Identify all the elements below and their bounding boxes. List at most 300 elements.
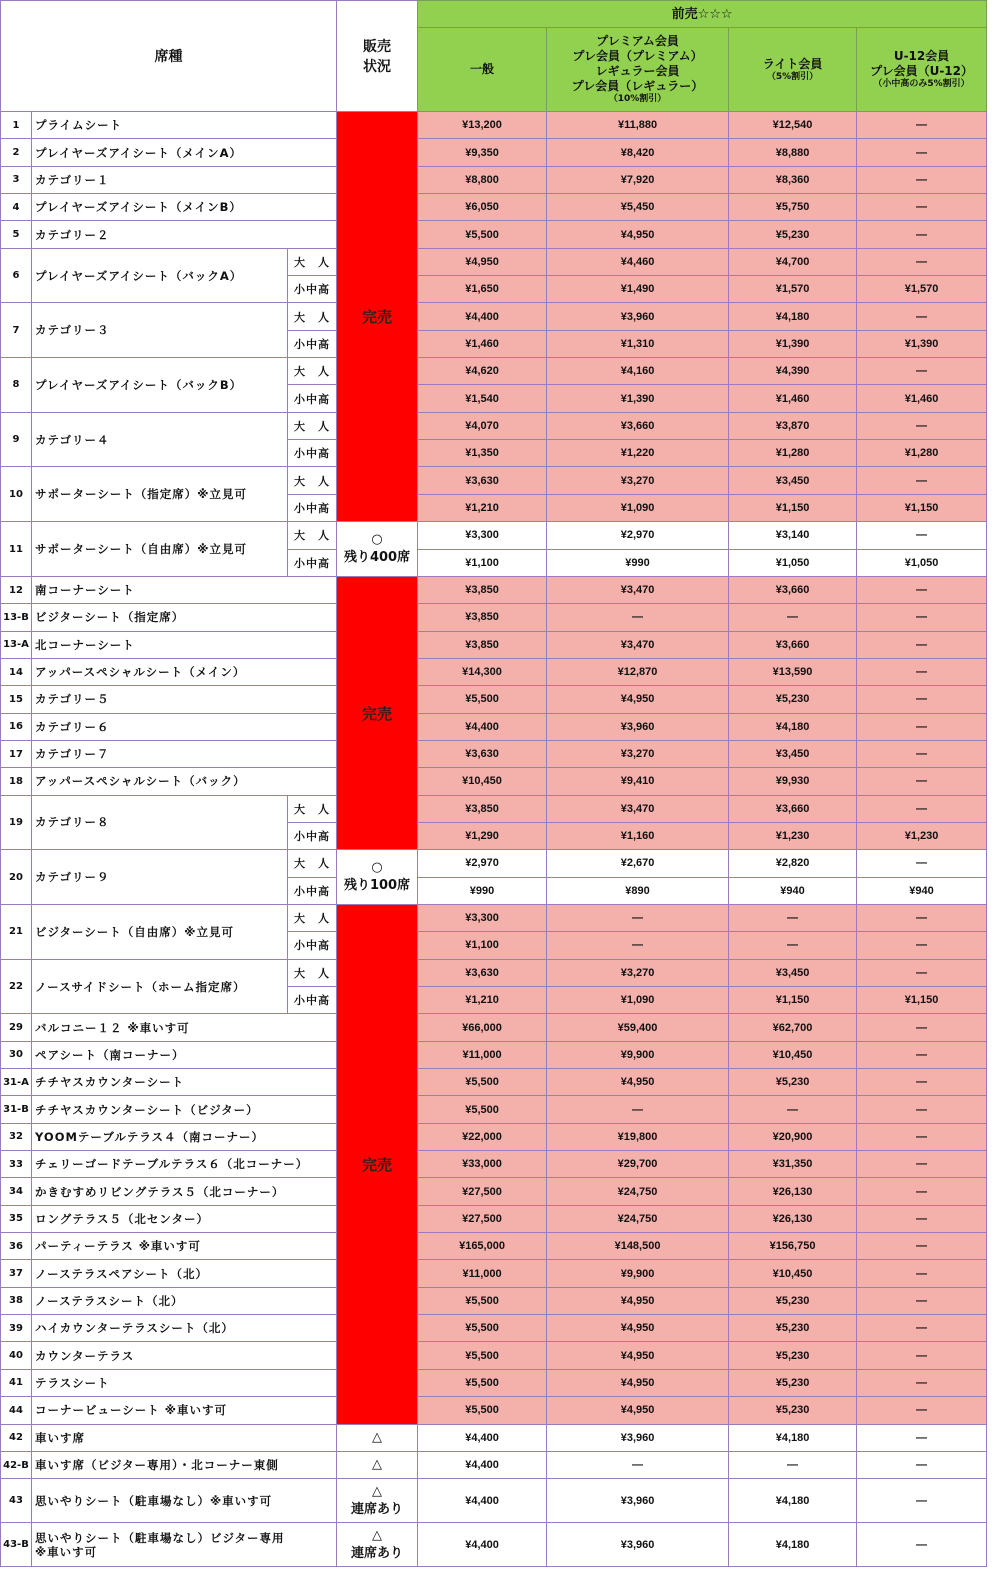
price-cell: ¥4,400 (418, 1479, 547, 1523)
price-cell: ¥27,500 (418, 1205, 547, 1232)
price-cell: — (857, 194, 987, 221)
price-cell: ¥4,950 (547, 1069, 729, 1096)
price-cell: ¥5,230 (729, 1369, 857, 1396)
status-sold-out: 完売 (337, 576, 418, 849)
price-cell: ¥4,400 (418, 713, 547, 740)
price-cell: — (857, 1151, 987, 1178)
seat-number: 15 (1, 686, 32, 713)
table-row (1, 850, 987, 877)
price-cell: ¥1,540 (418, 385, 547, 412)
price-cell: ¥13,200 (418, 112, 547, 139)
price-cell: ¥3,140 (729, 522, 857, 549)
price-cell: ¥3,850 (418, 604, 547, 631)
table-row (1, 1123, 987, 1150)
price-cell: — (857, 850, 987, 877)
price-cell: — (857, 1233, 987, 1260)
seat-number: 5 (1, 221, 32, 248)
price-cell: ¥8,420 (547, 139, 729, 166)
price-cell: — (857, 740, 987, 767)
seat-name: 思いやりシート（駐車場なし）※車いす可 (32, 1479, 337, 1523)
table-row (1, 358, 987, 385)
table-row (1, 1014, 987, 1041)
table-row (1, 740, 987, 767)
table-row (1, 904, 987, 931)
table-row (1, 467, 987, 494)
seat-number: 30 (1, 1041, 32, 1068)
price-cell: ¥2,670 (547, 850, 729, 877)
price-cell: ¥7,920 (547, 166, 729, 193)
price-cell: ¥990 (418, 877, 547, 904)
child-label: 小中高 (288, 549, 337, 576)
price-cell: ¥24,750 (547, 1178, 729, 1205)
price-cell: ¥19,800 (547, 1123, 729, 1150)
price-cell: ¥4,620 (418, 358, 547, 385)
price-cell: ¥940 (729, 877, 857, 904)
table-row (1, 194, 987, 221)
price-cell: ¥3,270 (547, 467, 729, 494)
table-row (1, 1342, 987, 1369)
seat-number: 41 (1, 1369, 32, 1396)
seat-name: かきむすめリビングテラス５（北コーナー） (32, 1178, 337, 1205)
seat-number: 36 (1, 1233, 32, 1260)
price-cell: — (857, 1523, 987, 1567)
price-cell: ¥5,450 (547, 194, 729, 221)
child-label: 小中高 (288, 276, 337, 303)
seat-name: プレイヤーズアイシート（バックB） (32, 358, 288, 413)
price-cell: — (857, 1205, 987, 1232)
seat-name: カテゴリー８ (32, 795, 288, 850)
seat-number: 13-A (1, 631, 32, 658)
seat-name: アッパースペシャルシート（バック） (32, 768, 337, 795)
price-cell: ¥1,290 (418, 822, 547, 849)
seat-number: 13-B (1, 604, 32, 631)
price-cell: ¥8,800 (418, 166, 547, 193)
price-cell: — (857, 768, 987, 795)
price-cell: ¥1,210 (418, 987, 547, 1014)
seat-number: 4 (1, 194, 32, 221)
seat-name: ロングテラス５（北センター） (32, 1205, 337, 1232)
price-cell: ¥5,230 (729, 1287, 857, 1314)
price-cell: — (857, 1260, 987, 1287)
price-cell: ¥11,880 (547, 112, 729, 139)
price-cell: ¥3,270 (547, 740, 729, 767)
price-cell: ¥20,900 (729, 1123, 857, 1150)
price-cell: ¥26,130 (729, 1205, 857, 1232)
seat-name: 思いやりシート（駐車場なし）ビジター専用 ※車いす可 (32, 1523, 337, 1567)
status-sold-out: 完売 (337, 904, 418, 1424)
table-row (1, 139, 987, 166)
seat-number: 42-B (1, 1451, 32, 1478)
price-cell: — (857, 112, 987, 139)
price-cell: — (857, 1315, 987, 1342)
price-cell: ¥5,230 (729, 1315, 857, 1342)
price-cell: ¥4,400 (418, 303, 547, 330)
seat-name: カテゴリー４ (32, 412, 288, 467)
price-cell: ¥33,000 (418, 1151, 547, 1178)
price-cell: ¥1,150 (857, 987, 987, 1014)
price-cell: ¥1,220 (547, 440, 729, 467)
price-cell: ¥8,360 (729, 166, 857, 193)
seat-number: 43 (1, 1479, 32, 1523)
price-cell: ¥1,650 (418, 276, 547, 303)
price-cell: ¥4,950 (547, 1315, 729, 1342)
price-cell: ¥890 (547, 877, 729, 904)
seat-number: 40 (1, 1342, 32, 1369)
price-cell: — (857, 795, 987, 822)
price-cell: ¥3,270 (547, 959, 729, 986)
price-cell: ¥1,100 (418, 932, 547, 959)
status-few-left: △ 連席あり (337, 1523, 418, 1567)
price-cell: ¥1,460 (857, 385, 987, 412)
price-cell: ¥5,500 (418, 221, 547, 248)
price-cell: ¥3,960 (547, 713, 729, 740)
seat-number: 31-B (1, 1096, 32, 1123)
table-row (1, 248, 987, 275)
table-row (1, 713, 987, 740)
price-cell: ¥2,970 (547, 522, 729, 549)
price-cell: ¥1,150 (857, 494, 987, 521)
price-cell: ¥10,450 (418, 768, 547, 795)
table-row (1, 112, 987, 139)
price-cell: ¥3,960 (547, 1424, 729, 1451)
adult-label: 大 人 (288, 303, 337, 330)
price-cell: ¥9,350 (418, 139, 547, 166)
price-cell: ¥4,950 (547, 1287, 729, 1314)
price-cell: ¥1,460 (729, 385, 857, 412)
table-row (1, 631, 987, 658)
price-cell: ¥1,050 (729, 549, 857, 576)
price-cell: — (857, 1479, 987, 1523)
price-cell: — (857, 658, 987, 685)
price-cell: — (857, 1369, 987, 1396)
seat-number: 34 (1, 1178, 32, 1205)
seat-number: 1 (1, 112, 32, 139)
seat-name: カテゴリー２ (32, 221, 337, 248)
price-cell: ¥3,960 (547, 1523, 729, 1567)
seat-number: 22 (1, 959, 32, 1014)
price-cell: ¥9,930 (729, 768, 857, 795)
adult-label: 大 人 (288, 248, 337, 275)
seat-type-header: 席種 (1, 1, 337, 112)
adult-label: 大 人 (288, 795, 337, 822)
price-cell: ¥156,750 (729, 1233, 857, 1260)
price-cell: — (857, 1287, 987, 1314)
table-row (1, 1287, 987, 1314)
price-cell: ¥26,130 (729, 1178, 857, 1205)
table-row (1, 221, 987, 248)
seat-name: カテゴリー３ (32, 303, 288, 358)
price-cell: ¥3,450 (729, 959, 857, 986)
child-label: 小中高 (288, 877, 337, 904)
adult-label: 大 人 (288, 522, 337, 549)
price-cell: ¥1,150 (729, 494, 857, 521)
adult-label: 大 人 (288, 850, 337, 877)
price-cell: — (547, 1096, 729, 1123)
price-cell: ¥5,230 (729, 1342, 857, 1369)
price-cell: — (857, 631, 987, 658)
seat-number: 21 (1, 904, 32, 959)
seat-number: 35 (1, 1205, 32, 1232)
price-cell: ¥3,850 (418, 576, 547, 603)
table-row (1, 522, 987, 549)
table-row (1, 1479, 987, 1523)
price-cell: — (857, 1178, 987, 1205)
seat-name: サポーターシート（自由席）※立見可 (32, 522, 288, 577)
price-cell: ¥1,390 (729, 330, 857, 357)
status-available: ○ 残り400席 (337, 522, 418, 577)
price-cell: — (857, 686, 987, 713)
price-cell: ¥5,230 (729, 221, 857, 248)
price-cell: — (857, 1014, 987, 1041)
col-general-header: 一般 (418, 28, 547, 112)
price-cell: — (857, 959, 987, 986)
status-few-left: △ 連席あり (337, 1479, 418, 1523)
price-cell: ¥3,450 (729, 740, 857, 767)
seat-name: プレイヤーズアイシート（メインB） (32, 194, 337, 221)
price-cell: ¥4,950 (418, 248, 547, 275)
seat-name: チェリーゴードテーブルテラス６（北コーナー） (32, 1151, 337, 1178)
price-cell: — (857, 1096, 987, 1123)
seat-name: 南コーナーシート (32, 576, 337, 603)
price-cell: ¥22,000 (418, 1123, 547, 1150)
seat-name: 車いす席 (32, 1424, 337, 1451)
seat-number: 37 (1, 1260, 32, 1287)
seat-number: 14 (1, 658, 32, 685)
price-cell: ¥990 (547, 549, 729, 576)
seat-name: ペアシート（南コーナー） (32, 1041, 337, 1068)
price-cell: — (857, 522, 987, 549)
price-cell: ¥24,750 (547, 1205, 729, 1232)
price-cell: ¥4,700 (729, 248, 857, 275)
price-cell: ¥3,300 (418, 904, 547, 931)
table-row (1, 1041, 987, 1068)
table-row (1, 959, 987, 986)
status-few-left: △ (337, 1451, 418, 1478)
price-cell: ¥29,700 (547, 1151, 729, 1178)
seat-number: 12 (1, 576, 32, 603)
price-cell: ¥5,500 (418, 1096, 547, 1123)
price-cell: — (857, 248, 987, 275)
status-few-left: △ (337, 1424, 418, 1451)
seat-number: 32 (1, 1123, 32, 1150)
price-cell: ¥3,300 (418, 522, 547, 549)
price-cell: — (857, 932, 987, 959)
price-cell: ¥3,470 (547, 795, 729, 822)
seat-name: カウンターテラス (32, 1342, 337, 1369)
price-cell: ¥5,230 (729, 1069, 857, 1096)
price-cell: ¥10,450 (729, 1260, 857, 1287)
price-cell: ¥3,630 (418, 959, 547, 986)
table-row (1, 1151, 987, 1178)
adult-label: 大 人 (288, 904, 337, 931)
seat-number: 9 (1, 412, 32, 467)
seat-number: 10 (1, 467, 32, 522)
price-cell: ¥5,500 (418, 1369, 547, 1396)
price-cell: ¥9,900 (547, 1041, 729, 1068)
child-label: 小中高 (288, 330, 337, 357)
seat-name: 北コーナーシート (32, 631, 337, 658)
price-cell: — (857, 904, 987, 931)
price-cell: ¥27,500 (418, 1178, 547, 1205)
seat-number: 42 (1, 1424, 32, 1451)
price-cell: ¥4,460 (547, 248, 729, 275)
price-cell: ¥10,450 (729, 1041, 857, 1068)
price-cell: ¥5,500 (418, 1069, 547, 1096)
price-cell: — (857, 467, 987, 494)
seat-number: 44 (1, 1397, 32, 1424)
table-row (1, 412, 987, 439)
seat-name: ノーステラスシート（北） (32, 1287, 337, 1314)
seat-name: プレイヤーズアイシート（メインA） (32, 139, 337, 166)
price-cell: — (857, 576, 987, 603)
price-cell: ¥3,960 (547, 1479, 729, 1523)
price-cell: — (857, 1397, 987, 1424)
table-row (1, 1315, 987, 1342)
seat-number: 2 (1, 139, 32, 166)
price-cell: ¥1,390 (547, 385, 729, 412)
price-cell: — (547, 904, 729, 931)
seat-number: 39 (1, 1315, 32, 1342)
price-cell: ¥5,750 (729, 194, 857, 221)
price-cell: ¥1,390 (857, 330, 987, 357)
table-row (1, 576, 987, 603)
price-cell: ¥1,210 (418, 494, 547, 521)
price-cell: ¥4,390 (729, 358, 857, 385)
seat-number: 38 (1, 1287, 32, 1314)
price-cell: ¥4,180 (729, 303, 857, 330)
price-cell: — (729, 604, 857, 631)
price-cell: ¥13,590 (729, 658, 857, 685)
seat-number: 7 (1, 303, 32, 358)
seat-name: バルコニー１２ ※車いす可 (32, 1014, 337, 1041)
seat-name: コーナービューシート ※車いす可 (32, 1397, 337, 1424)
table-row (1, 658, 987, 685)
seat-number: 29 (1, 1014, 32, 1041)
status-available: ○ 残り100席 (337, 850, 418, 905)
child-label: 小中高 (288, 987, 337, 1014)
adult-label: 大 人 (288, 467, 337, 494)
child-label: 小中高 (288, 385, 337, 412)
price-cell: ¥12,540 (729, 112, 857, 139)
table-row (1, 1397, 987, 1424)
price-cell: ¥5,500 (418, 1315, 547, 1342)
price-cell: ¥1,280 (729, 440, 857, 467)
price-cell: ¥3,850 (418, 795, 547, 822)
seat-number: 20 (1, 850, 32, 905)
price-cell: ¥3,470 (547, 576, 729, 603)
price-cell: ¥4,070 (418, 412, 547, 439)
seat-name: カテゴリー７ (32, 740, 337, 767)
price-cell: ¥5,500 (418, 1287, 547, 1314)
seat-number: 18 (1, 768, 32, 795)
child-label: 小中高 (288, 494, 337, 521)
price-cell: ¥3,660 (729, 631, 857, 658)
price-cell: ¥3,630 (418, 740, 547, 767)
price-cell: — (729, 1096, 857, 1123)
seat-name: プライムシート (32, 112, 337, 139)
price-cell: ¥59,400 (547, 1014, 729, 1041)
seat-name: テラスシート (32, 1369, 337, 1396)
price-cell: ¥148,500 (547, 1233, 729, 1260)
price-cell: — (857, 1123, 987, 1150)
seat-name: YOOMテーブルテラス４（南コーナー） (32, 1123, 337, 1150)
price-cell: — (729, 932, 857, 959)
price-cell: ¥12,870 (547, 658, 729, 685)
presale-header: 前売☆☆☆ (418, 1, 987, 28)
seat-name: カテゴリー６ (32, 713, 337, 740)
seat-name: ノーステラスペアシート（北） (32, 1260, 337, 1287)
price-cell: ¥1,230 (857, 822, 987, 849)
seat-name: ノースサイドシート（ホーム指定席） (32, 959, 288, 1014)
col-u12-header: U-12会員 プレ会員（U-12） （小中高のみ5%割引） (857, 28, 987, 112)
price-cell: ¥4,950 (547, 1369, 729, 1396)
table-row (1, 303, 987, 330)
price-cell: ¥3,870 (729, 412, 857, 439)
price-cell: ¥31,350 (729, 1151, 857, 1178)
seat-number: 31-A (1, 1069, 32, 1096)
price-cell: ¥1,160 (547, 822, 729, 849)
seat-name: ビジターシート（自由席）※立見可 (32, 904, 288, 959)
table-row (1, 166, 987, 193)
seat-number: 11 (1, 522, 32, 577)
price-cell: ¥3,660 (729, 795, 857, 822)
price-cell: ¥4,950 (547, 1342, 729, 1369)
table-row (1, 1069, 987, 1096)
table-row (1, 1205, 987, 1232)
price-cell: ¥1,230 (729, 822, 857, 849)
price-cell: — (857, 412, 987, 439)
price-cell: ¥1,310 (547, 330, 729, 357)
price-cell: ¥1,490 (547, 276, 729, 303)
price-cell: ¥14,300 (418, 658, 547, 685)
price-cell: ¥4,180 (729, 713, 857, 740)
price-cell: — (857, 1069, 987, 1096)
table-row (1, 1096, 987, 1123)
price-cell: — (857, 1342, 987, 1369)
price-cell: ¥2,820 (729, 850, 857, 877)
price-cell: ¥4,180 (729, 1523, 857, 1567)
child-label: 小中高 (288, 932, 337, 959)
table-row (1, 1233, 987, 1260)
price-cell: ¥66,000 (418, 1014, 547, 1041)
price-cell: ¥1,150 (729, 987, 857, 1014)
table-row (1, 768, 987, 795)
price-cell: ¥3,960 (547, 303, 729, 330)
seat-name: アッパースペシャルシート（メイン） (32, 658, 337, 685)
price-cell: ¥4,950 (547, 686, 729, 713)
seat-number: 8 (1, 358, 32, 413)
price-cell: ¥4,180 (729, 1479, 857, 1523)
status-sold-out: 完売 (337, 112, 418, 522)
seat-number: 43-B (1, 1523, 32, 1567)
price-cell: — (729, 904, 857, 931)
adult-label: 大 人 (288, 412, 337, 439)
price-cell: — (857, 1451, 987, 1478)
price-cell: — (857, 303, 987, 330)
price-cell: ¥940 (857, 877, 987, 904)
price-cell: ¥3,660 (547, 412, 729, 439)
price-cell: ¥4,400 (418, 1451, 547, 1478)
price-cell: — (857, 166, 987, 193)
col-premium-header: プレミアム会員 プレ会員（プレミアム） レギュラー会員 プレ会員（レギュラー） （10%割引） (547, 28, 729, 112)
seat-name: カテゴリー１ (32, 166, 337, 193)
table-row (1, 1260, 987, 1287)
price-cell: — (729, 1451, 857, 1478)
seat-number: 6 (1, 248, 32, 303)
price-cell: ¥1,460 (418, 330, 547, 357)
seat-name: チチヤスカウンターシート（ビジター） (32, 1096, 337, 1123)
price-cell: ¥1,570 (729, 276, 857, 303)
